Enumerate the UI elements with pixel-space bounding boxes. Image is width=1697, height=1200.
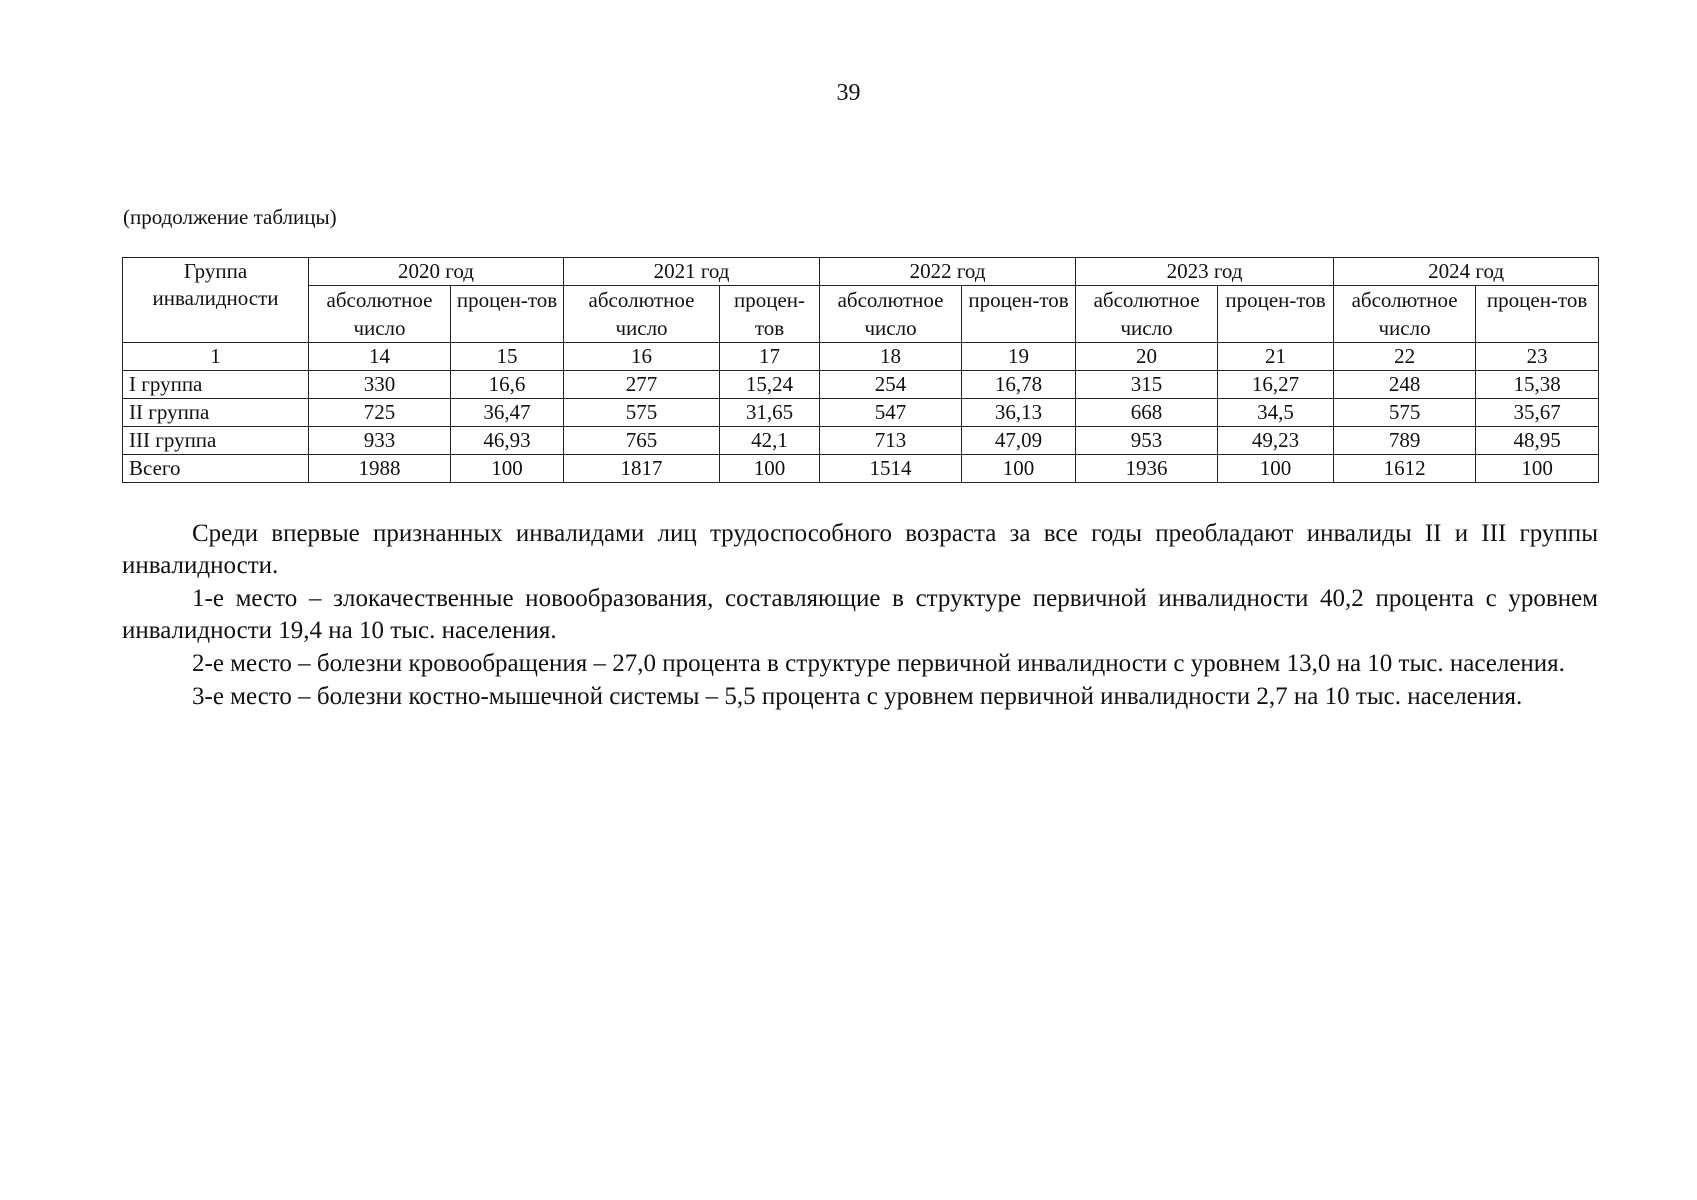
row-label: II группа bbox=[123, 399, 309, 427]
header-absolute-number: абсолютное число bbox=[564, 286, 720, 343]
table-cell: 100 bbox=[720, 455, 820, 483]
header-percent: процен-тов bbox=[720, 286, 820, 343]
table-cell: 1514 bbox=[820, 455, 962, 483]
table-cell: 100 bbox=[451, 455, 564, 483]
table-cell: 933 bbox=[309, 427, 451, 455]
table-cell: 34,5 bbox=[1218, 399, 1334, 427]
disability-table bbox=[122, 257, 1599, 483]
column-number: 20 bbox=[1076, 343, 1218, 371]
table-cell: 100 bbox=[962, 455, 1076, 483]
header-year: 2024 год bbox=[1334, 258, 1599, 286]
header-absolute-number: абсолютное число bbox=[1076, 286, 1218, 343]
table-cell: 100 bbox=[1218, 455, 1334, 483]
table-cell: 15,24 bbox=[720, 371, 820, 399]
column-number: 14 bbox=[309, 343, 451, 371]
column-number-row bbox=[123, 343, 1599, 371]
table-cell: 330 bbox=[309, 371, 451, 399]
table-cell: 1817 bbox=[564, 455, 720, 483]
header-percent: процен-тов bbox=[962, 286, 1076, 343]
header-year: 2020 год bbox=[309, 258, 564, 286]
table-cell: 1936 bbox=[1076, 455, 1218, 483]
table-cell: 36,47 bbox=[451, 399, 564, 427]
header-absolute-number: абсолютное число bbox=[820, 286, 962, 343]
table-cell: 46,93 bbox=[451, 427, 564, 455]
table-cell: 16,6 bbox=[451, 371, 564, 399]
table-cell: 547 bbox=[820, 399, 962, 427]
header-percent: процен-тов bbox=[1476, 286, 1599, 343]
table-cell: 953 bbox=[1076, 427, 1218, 455]
table-row-group-1 bbox=[123, 371, 1599, 399]
table-cell: 254 bbox=[820, 371, 962, 399]
paragraph: Среди впервые признанных инвалидами лиц трудоспособного возраста за все годы преобладают инвалиды II и III группы инвалидности. bbox=[122, 520, 1598, 579]
table-cell: 48,95 bbox=[1476, 427, 1599, 455]
table-cell: 789 bbox=[1334, 427, 1476, 455]
table-cell: 725 bbox=[309, 399, 451, 427]
header-disability-group: Группа инвалидности bbox=[123, 258, 309, 343]
column-number: 17 bbox=[720, 343, 820, 371]
table-cell: 1612 bbox=[1334, 455, 1476, 483]
table-cell: 100 bbox=[1476, 455, 1599, 483]
table-cell: 1988 bbox=[309, 455, 451, 483]
column-number: 18 bbox=[820, 343, 962, 371]
header-year: 2022 год bbox=[820, 258, 1076, 286]
column-number: 19 bbox=[962, 343, 1076, 371]
table-cell: 713 bbox=[820, 427, 962, 455]
table-cell: 277 bbox=[564, 371, 720, 399]
column-number: 22 bbox=[1334, 343, 1476, 371]
column-number: 21 bbox=[1218, 343, 1334, 371]
table-cell: 36,13 bbox=[962, 399, 1076, 427]
table-cell: 315 bbox=[1076, 371, 1218, 399]
header-absolute-number: абсолютное число bbox=[1334, 286, 1476, 343]
row-label: Всего bbox=[123, 455, 309, 483]
paragraph: 1-е место – злокачественные новообразования, составляющие в структуре первичной инвалидности 40,2 процента с уровнем инвалидности 19,4 на 10 тыс. населения. bbox=[122, 585, 1598, 644]
header-percent: процен-тов bbox=[451, 286, 564, 343]
row-label: I группа bbox=[123, 371, 309, 399]
table-cell: 47,09 bbox=[962, 427, 1076, 455]
table-continuation-note: (продолжение таблицы) bbox=[123, 205, 337, 229]
table-cell: 31,65 bbox=[720, 399, 820, 427]
table-cell: 765 bbox=[564, 427, 720, 455]
table-cell: 42,1 bbox=[720, 427, 820, 455]
table-cell: 49,23 bbox=[1218, 427, 1334, 455]
header-absolute-number: абсолютное число bbox=[309, 286, 451, 343]
column-number: 1 bbox=[123, 343, 309, 371]
header-year: 2023 год bbox=[1076, 258, 1334, 286]
table-row-group-3 bbox=[123, 427, 1599, 455]
paragraph: 2-е место – болезни кровообращения – 27,0 процента в структуре первичной инвалидности с уровнем 13,0 на 10 тыс. населения. bbox=[192, 650, 1565, 677]
table-cell: 35,67 bbox=[1476, 399, 1599, 427]
table-cell: 575 bbox=[1334, 399, 1476, 427]
header-year: 2021 год bbox=[564, 258, 820, 286]
paragraph: 3-е место – болезни костно-мышечной системы – 5,5 процента с уровнем первичной инвалидности 2,7 на 10 тыс. населения. bbox=[192, 683, 1523, 710]
column-number: 16 bbox=[564, 343, 720, 371]
page-number: 39 bbox=[836, 80, 861, 106]
row-label: III группа bbox=[123, 427, 309, 455]
body-text bbox=[122, 518, 1598, 714]
table-cell: 248 bbox=[1334, 371, 1476, 399]
table-cell: 16,78 bbox=[962, 371, 1076, 399]
table-cell: 16,27 bbox=[1218, 371, 1334, 399]
table-header-subcolumns bbox=[123, 286, 1599, 343]
column-number: 23 bbox=[1476, 343, 1599, 371]
table-row-total bbox=[123, 455, 1599, 483]
column-number: 15 bbox=[451, 343, 564, 371]
table-cell: 575 bbox=[564, 399, 720, 427]
header-percent: процен-тов bbox=[1218, 286, 1334, 343]
table-cell: 15,38 bbox=[1476, 371, 1599, 399]
table-cell: 668 bbox=[1076, 399, 1218, 427]
table-header-years bbox=[123, 258, 1599, 286]
table-row-group-2 bbox=[123, 399, 1599, 427]
